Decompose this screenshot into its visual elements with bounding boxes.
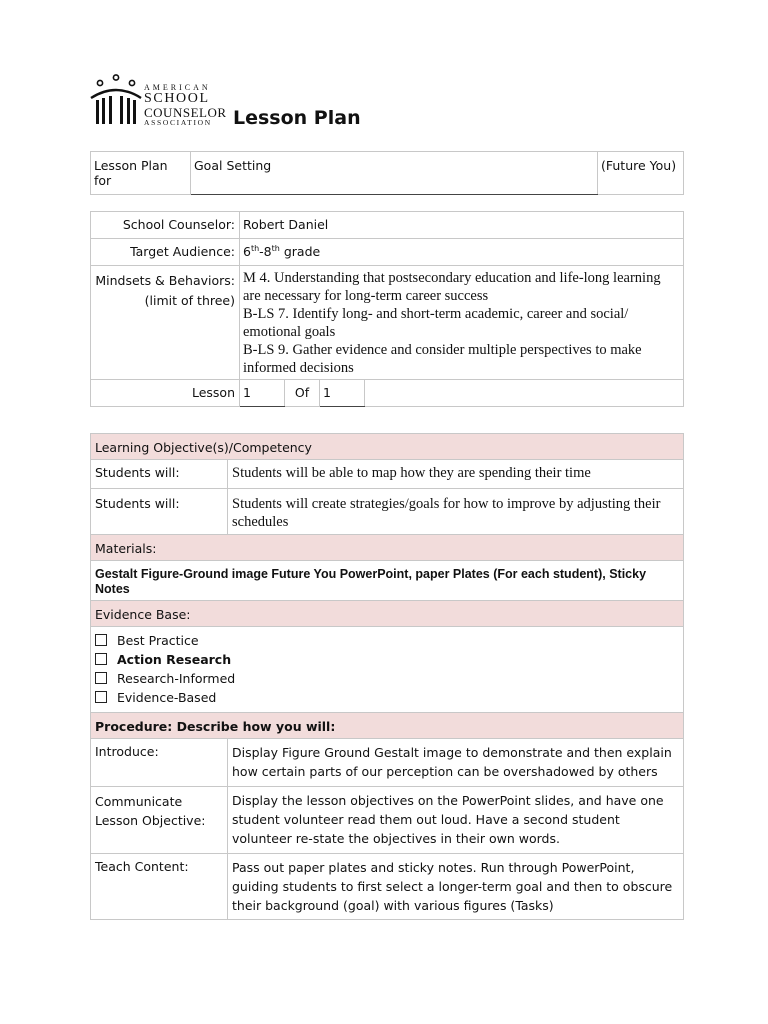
procedure-text: Display the lesson objectives on the PowerPoint slides, and have one student volunteer read them out loud. Have a second student volunteer re-state the objectives in their own words. (232, 793, 664, 846)
mindset-item: B-LS 9. Gather evidence and consider multiple perspectives to make informed decisions (243, 342, 642, 376)
org-line-1: AMERICAN (144, 83, 211, 92)
audience-grade-end: -8 (259, 244, 272, 260)
mindset-item: M 4. Understanding that postsecondary education and life-long learning are necessary for long-term career success (243, 270, 661, 304)
audience-label-cell (91, 239, 240, 266)
audience-value (240, 239, 683, 259)
procedure-label: Communicate Lesson Objective: (95, 794, 206, 828)
org-line-3: COUNSELOR (144, 105, 227, 120)
counselor-label-cell (91, 212, 240, 239)
evidence-option[interactable] (95, 669, 679, 688)
mindsets-limit-label: (limit of three) (144, 293, 235, 308)
plan-suffix: (Future You) (601, 158, 677, 173)
evidence-option[interactable] (95, 688, 679, 707)
mindsets-value-cell[interactable] (240, 266, 684, 380)
objectives-header: Learning Objective(s)/Competency (95, 440, 312, 455)
audience-grade-word: grade (279, 244, 321, 260)
audience-grade-start: 6 (243, 244, 251, 260)
objective-text: Students will be able to map how they are spending their time (232, 465, 591, 481)
audience-sup-1: th (250, 244, 260, 253)
audience-sup-2: th (271, 244, 280, 253)
lesson-spacer-cell (365, 380, 684, 407)
evidence-option[interactable] (95, 631, 679, 650)
of-label-cell (285, 380, 320, 407)
objective-text-cell[interactable] (228, 489, 684, 535)
lesson-total: 1 (323, 385, 331, 400)
objectives-header-cell (91, 434, 684, 460)
mindsets-label: Mindsets & Behaviors: (95, 273, 235, 288)
materials-header: Materials: (95, 541, 157, 556)
materials-cell[interactable] (91, 561, 684, 601)
evidence-option[interactable] (95, 650, 679, 669)
org-line-2: SCHOOL (144, 91, 210, 106)
evidence-header-cell (91, 601, 684, 627)
procedure-text-cell[interactable] (228, 854, 684, 920)
lesson-label: Lesson (191, 385, 235, 400)
evidence-option-label: Action Research (117, 652, 232, 667)
procedure-label-cell (91, 854, 228, 920)
procedure-text: Display Figure Ground Gestalt image to demonstrate and then explain how certain parts of our perception can be overshadowed by others (232, 745, 672, 779)
plan-for-label-cell (91, 152, 191, 195)
audience-label: Target Audience: (130, 244, 235, 259)
procedure-header: Procedure: Describe how you will: (95, 719, 336, 734)
checkbox[interactable] (95, 691, 107, 703)
materials-text: Gestalt Figure-Ground image Future You PowerPoint, paper Plates (For each student), Sticky Notes (95, 567, 647, 596)
mindset-item: B-LS 7. Identify long- and short-term academic, career and social/ emotional goals (243, 306, 629, 340)
mindsets-label-cell (91, 266, 240, 380)
checkbox[interactable] (95, 634, 107, 646)
lesson-details-table (90, 433, 684, 920)
objective-text: Students will create strategies/goals for how to improve by adjusting their schedules (232, 496, 661, 530)
objective-label: Students will: (95, 496, 180, 511)
counselor-info-table (90, 211, 684, 407)
page-title: Lesson Plan (233, 107, 361, 129)
checkbox[interactable] (95, 672, 107, 684)
counselor-value-cell[interactable] (240, 212, 684, 239)
objective-label: Students will: (95, 465, 180, 480)
evidence-cell (91, 627, 684, 713)
lesson-label-cell (91, 380, 240, 407)
lesson-number-cell[interactable] (240, 380, 285, 407)
lesson-total-cell[interactable] (320, 380, 365, 407)
procedure-text-cell[interactable] (228, 739, 684, 787)
objective-label-cell (91, 460, 228, 489)
procedure-text-cell[interactable] (228, 787, 684, 854)
objective-text-cell[interactable] (228, 460, 684, 489)
evidence-option-label: Research-Informed (117, 671, 236, 686)
audience-value-cell[interactable] (240, 239, 684, 266)
materials-header-cell (91, 535, 684, 561)
procedure-label-cell (91, 739, 228, 787)
evidence-option-label: Best Practice (117, 633, 199, 648)
procedure-label: Teach Content: (95, 859, 189, 874)
of-label: Of (294, 385, 310, 400)
procedure-text: Pass out paper plates and sticky notes. Run through PowerPoint, guiding students to first select a longer-term goal and then to obscure their background (goal) with various figures (Tasks) (232, 860, 673, 913)
lesson-plan-for-table (90, 151, 684, 195)
procedure-header-cell (91, 713, 684, 739)
lesson-number: 1 (243, 385, 251, 400)
procedure-label-cell (91, 787, 228, 854)
counselor-value: Robert Daniel (243, 217, 329, 232)
objective-label-cell (91, 489, 228, 535)
asca-wordmark (144, 84, 227, 127)
counselor-label: School Counselor: (122, 217, 235, 232)
plan-for-label: Lesson Plan for (94, 158, 168, 188)
plan-topic: Goal Setting (194, 158, 272, 173)
org-line-4: ASSOCIATION (144, 118, 212, 127)
procedure-label: Introduce: (95, 744, 159, 759)
evidence-option-label: Evidence-Based (117, 690, 217, 705)
evidence-header: Evidence Base: (95, 607, 191, 622)
checkbox[interactable] (95, 653, 107, 665)
plan-topic-cell[interactable] (191, 152, 598, 195)
plan-suffix-cell (598, 152, 684, 195)
